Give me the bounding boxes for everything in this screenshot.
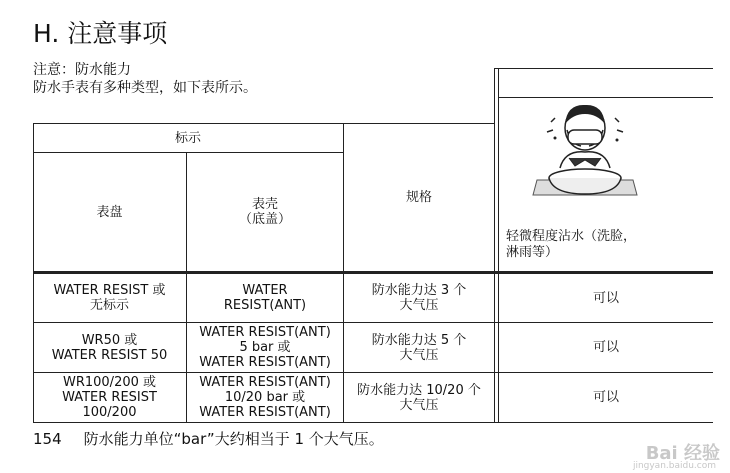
table-cell-case: WATER RESIST(ANT) 10/20 bar 或 WATER RESIST(ANT) bbox=[199, 375, 331, 420]
page-title: H. 注意事项 bbox=[33, 19, 168, 48]
washing-face-illustration-icon bbox=[525, 100, 645, 200]
table-cell-dial: WR50 或 WATER RESIST 50 bbox=[51, 332, 168, 363]
header-marking: 标示 bbox=[174, 130, 201, 146]
note-text: 防水手表有多种类型，如下表所示。 bbox=[33, 80, 257, 96]
table-cell-case: WATER RESIST(ANT) bbox=[223, 283, 307, 313]
table-cell-use: 可以 bbox=[592, 340, 619, 355]
usage-top-border bbox=[495, 68, 713, 69]
table-cell-spec: 防水能力达 3 个 大气压 bbox=[371, 283, 467, 313]
table-col-divider bbox=[494, 68, 495, 423]
watermark-logo: Bai 经验 bbox=[645, 443, 720, 464]
usage-light-splash-label: 轻微程度沾水（洗脸， 淋雨等） bbox=[506, 229, 637, 260]
table-cell-dial: WATER RESIST 或 无标示 bbox=[53, 283, 166, 313]
table-cell-use: 可以 bbox=[592, 290, 619, 306]
header-spec: 规格 bbox=[405, 190, 432, 205]
watermark-url: jingyan.baidu.com bbox=[632, 461, 716, 471]
header-case: 表壳 （底盖） bbox=[238, 197, 291, 227]
header-dial: 表盘 bbox=[96, 204, 123, 220]
table-cell-dial: WR100/200 或 WATER RESIST 100/200 bbox=[62, 375, 157, 420]
usage-subheader-border bbox=[498, 97, 713, 98]
table-cell-case: WATER RESIST(ANT) 5 bar 或 WATER RESIST(ANT) bbox=[199, 325, 331, 370]
note-heading: 注意：防水能力 bbox=[33, 62, 131, 78]
table-bottom-border bbox=[33, 422, 713, 423]
table-cell-use: 可以 bbox=[592, 390, 619, 405]
footer-note bbox=[33, 429, 384, 449]
table-cell-spec: 防水能力达 10/20 个 大气压 bbox=[357, 382, 481, 413]
footer-note-text: 防水能力单位“bar”大约相当于 1 个大气压。 bbox=[83, 430, 384, 448]
page-number: 154 bbox=[33, 430, 62, 448]
table-cell-spec: 防水能力达 5 个 大气压 bbox=[371, 332, 467, 363]
